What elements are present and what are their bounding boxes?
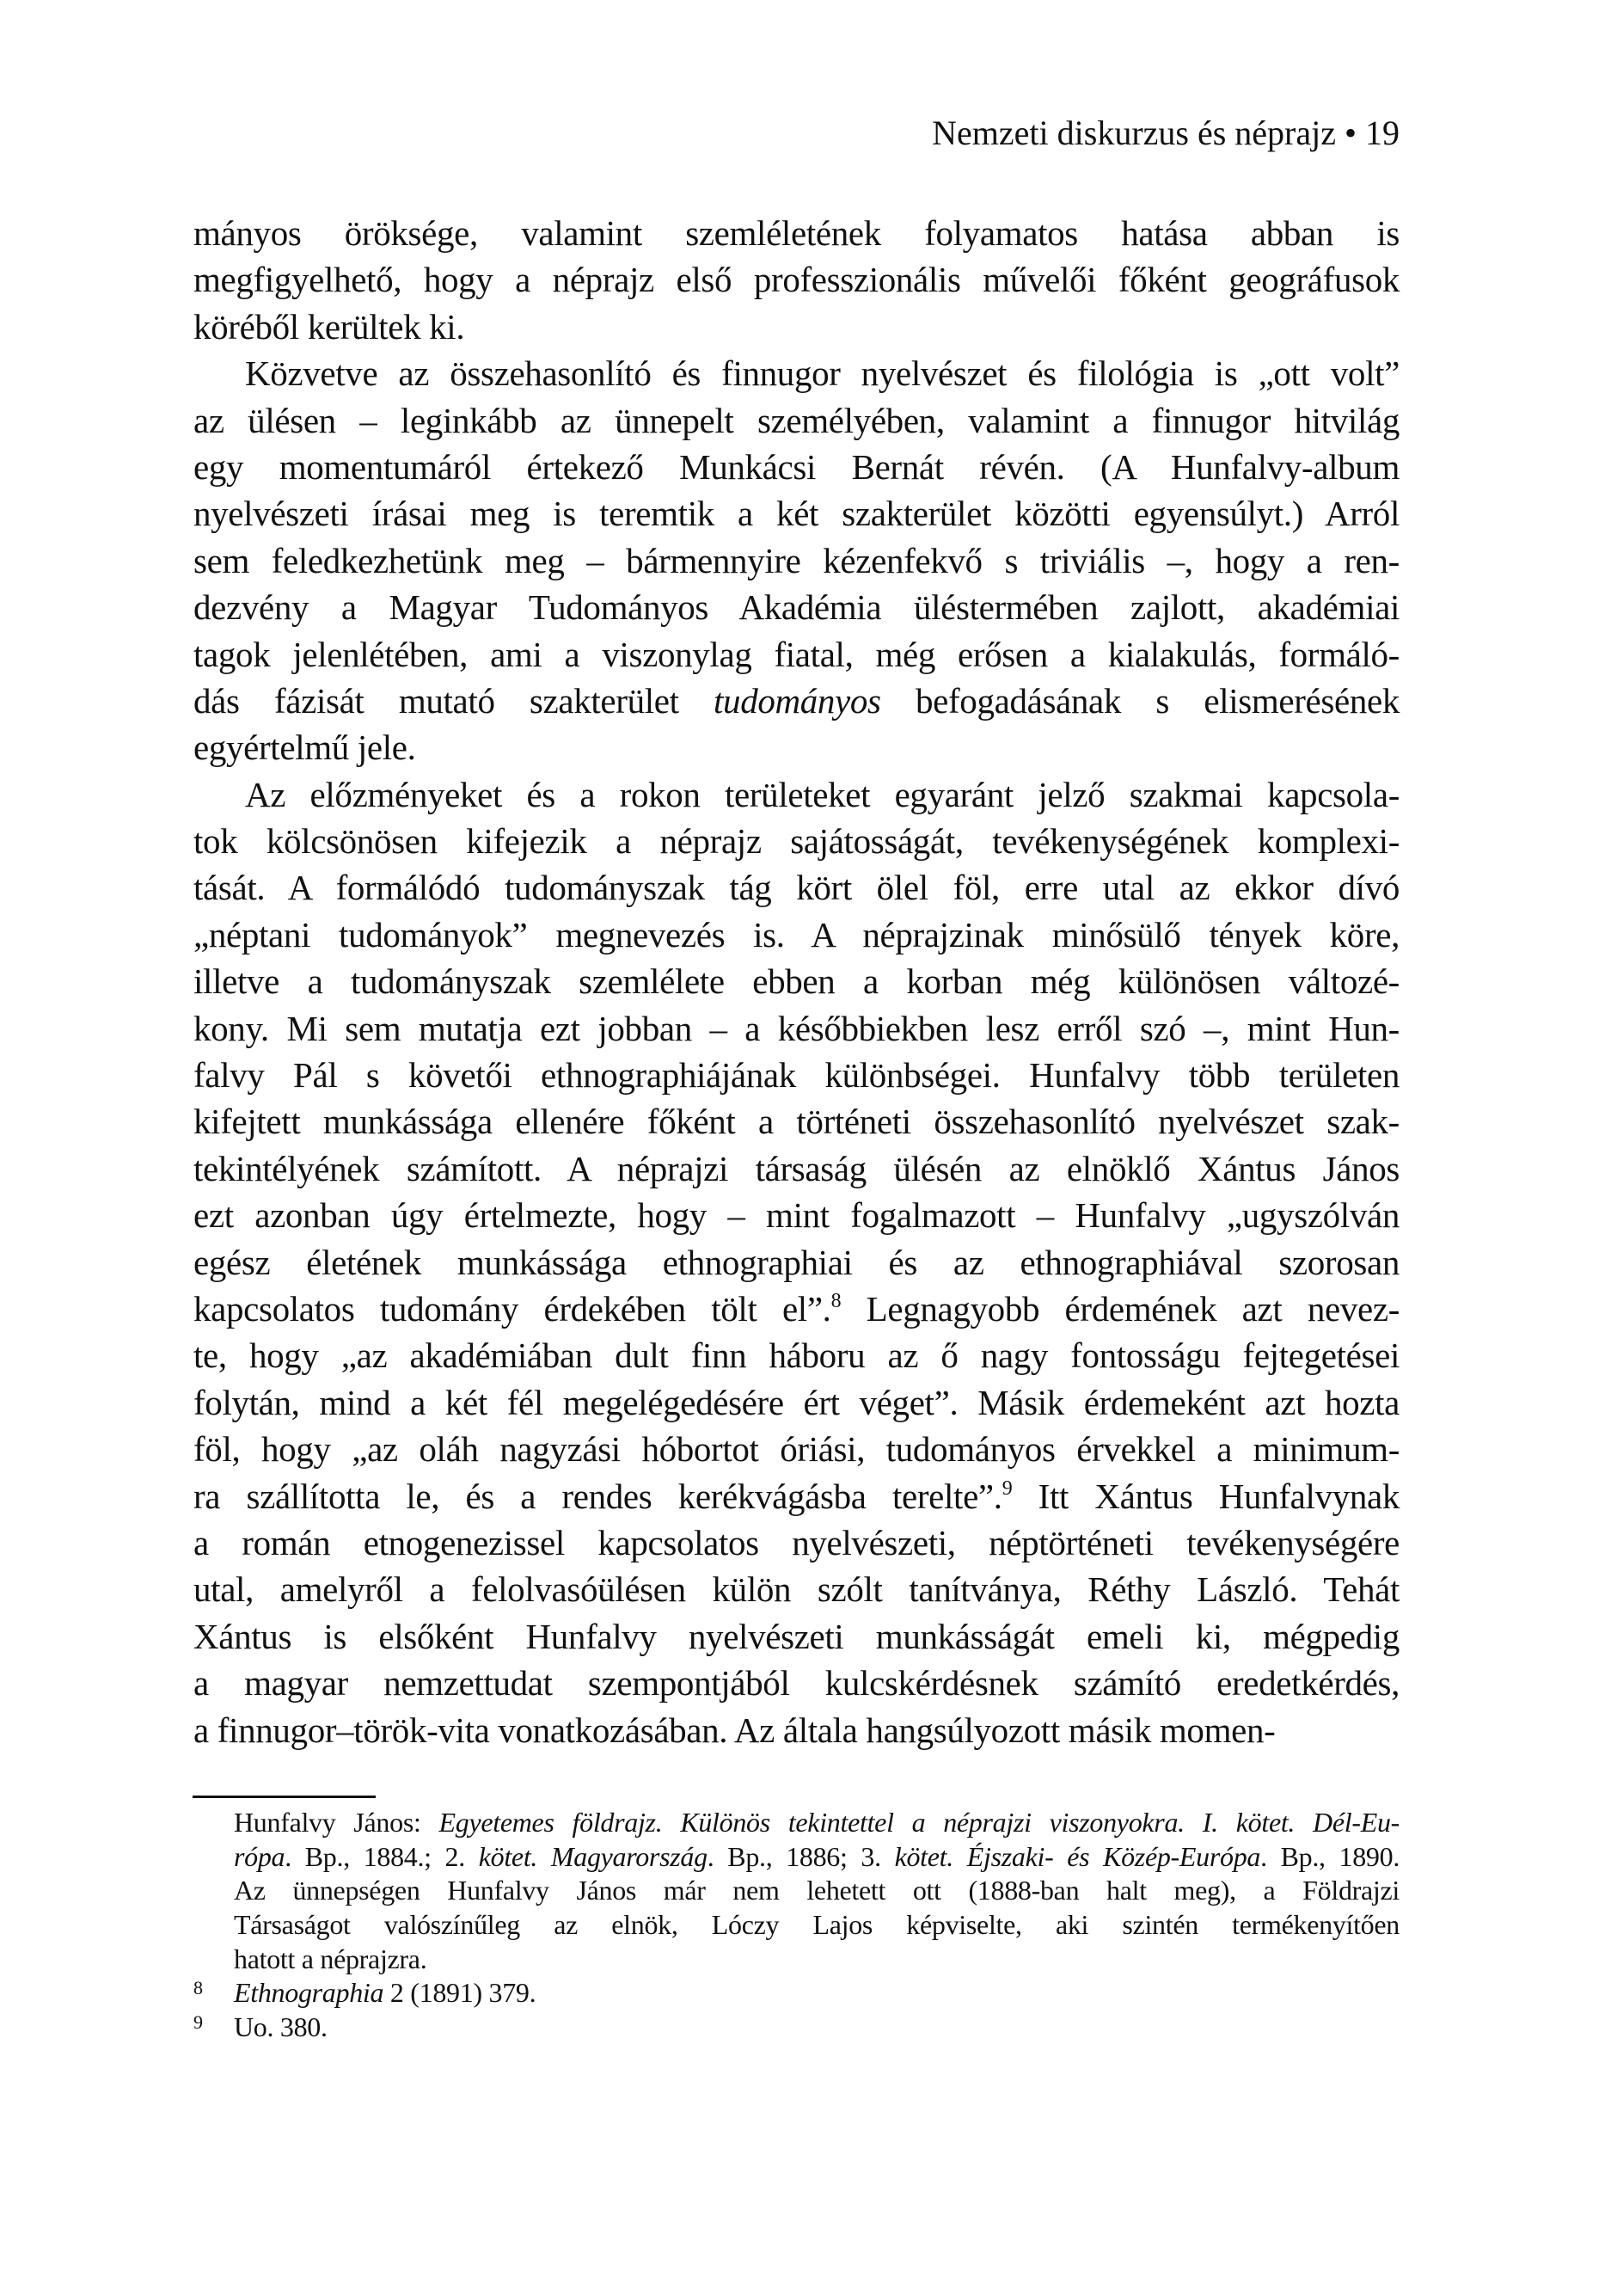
text-line: „néptani tudományok” megnevezés is. A néprajzinak minősülő tények köre,: [193, 914, 1400, 955]
text-line: tását. A formálódó tudományszak tág kört ölel föl, erre utal az ekkor dívó: [193, 868, 1400, 908]
paragraph: [193, 350, 1400, 771]
emphasis: tudományos: [714, 680, 881, 721]
text-line: kapcsolatos tudomány érdekében tölt el”.$^8$ Legnagyobb érdemének azt nevez-: [193, 1288, 1400, 1329]
page-number: 19: [1365, 114, 1400, 152]
text-line: föl, hogy „az oláh nagyzási hóbortot óriási, tudományos érvekkel a minimum-: [193, 1429, 1400, 1470]
text-line: az ülésen – leginkább az ünnepelt személyében, valamint a finnugor hitvilág: [193, 400, 1400, 440]
text-line: tagok jelenlétében, ami a viszonylag fiatal, még erősen a kialakulás, formáló-: [193, 634, 1400, 674]
running-head: [193, 110, 1400, 157]
text-line: Xántus is elsőként Hunfalvy nyelvészeti munkásságát emeli ki, mégpedig: [193, 1616, 1400, 1656]
text-line: kifejtett munkássága ellenére főként a történeti összehasonlító nyelvészet szak-: [193, 1102, 1400, 1142]
footnote-line: Uo. 380.: [234, 2011, 328, 2043]
footnote-reference[interactable]: 9: [1002, 1476, 1013, 1500]
text-line: utal, amelyről a felolvasóülésen külön szólt tanítványa, Réthy László. Tehát: [193, 1569, 1400, 1610]
footnote-number: 9: [193, 2011, 203, 2034]
text-line: dás fázisát mutató szakterület tudományos befogadásának s elismerésének: [193, 680, 1400, 721]
text-line: egész életének munkássága ethnographiai és az ethnographiával szorosan: [193, 1242, 1400, 1282]
text-line: Közvetve az összehasonlító és finnugor nyelvészet és filológia is „ott volt”: [245, 353, 1400, 394]
footnote: [193, 2011, 1400, 2045]
footnote-line: rópa. Bp., 1884.; 2. kötet. Magyarország. Bp., 1886; 3. kötet. Éjszaki- és Közép-Európa. Bp., 1890.: [234, 1840, 1400, 1872]
text-line: folytán, mind a két fél megelégedésére ért véget”. Másik érdemeként azt hozta: [193, 1382, 1400, 1422]
footnote-line: Ethnographia 2 (1891) 379.: [234, 1977, 536, 2009]
footnote-line: hatott a néprajzra.: [234, 1943, 427, 1974]
text-line: a román etnogenezissel kapcsolatos nyelvészeti, néptörténeti tevékenységére: [193, 1522, 1400, 1562]
text-line: köréből kerültek ki.: [193, 306, 465, 347]
text-line: egy momentumáról értekező Munkácsi Bernát révén. (A Hunfalvy-album: [193, 446, 1400, 487]
footnote-separator-rule: [193, 1796, 376, 1798]
text-line: mányos öröksége, valamint szemléletének folyamatos hatása abban is: [193, 213, 1400, 253]
footnote: [193, 1806, 1400, 1976]
running-head-title: Nemzeti diskurzus és néprajz: [932, 114, 1336, 152]
footnote: [193, 1976, 1400, 2011]
text-line: a magyar nemzettudat szempontjából kulcskérdésnek számító eredetkérdés,: [193, 1663, 1400, 1704]
bullet-separator: •: [1344, 114, 1357, 152]
footnotes: [193, 1806, 1400, 2045]
footnote-reference[interactable]: 8: [830, 1289, 842, 1312]
body-text: [193, 210, 1400, 1753]
text-line: egyértelmű jele.: [193, 727, 416, 768]
text-line: Az előzményeket és a rokon területeket egyaránt jelző szakmai kapcsola-: [245, 774, 1400, 814]
text-line: dezvény a Magyar Tudományos Akadémia üléstermében zajlott, akadémiai: [193, 587, 1400, 628]
text-line: kony. Mi sem mutatja ezt jobban – a későbbiekben lesz erről szó –, mint Hun-: [193, 1008, 1400, 1048]
text-line: tekintélyének számított. A néprajzi társaság ülésén az elnöklő Xántus János: [193, 1148, 1400, 1188]
text-line: megfigyelhető, hogy a néprajz első professzionális művelői főként geográfusok: [193, 260, 1400, 300]
text-line: a finnugor–török-vita vonatkozásában. Az általa hangsúlyozott másik momen-: [193, 1710, 1276, 1750]
text-line: illetve a tudományszak szemlélete ebben a korban még különösen változé-: [193, 961, 1400, 1002]
text-line: nyelvészeti írásai meg is teremtik a két szakterület közötti egyensúlyt.) Arról: [193, 494, 1400, 534]
footnote-line: Hunfalvy János: Egyetemes földrajz. Különös tekintettel a néprajzi viszonyokra. I. kötet. Dél-Eu-: [234, 1807, 1400, 1838]
footnote-line: Társaságot valószínűleg az elnök, Lóczy Lajos képviselte, aki szintén termékenyítően: [234, 1909, 1400, 1941]
text-line: ra szállította le, és a rendes kerékvágásba terelte”.$^9$ Itt Xántus Hunfalvynak: [193, 1476, 1400, 1516]
paragraph: [193, 771, 1400, 1753]
text-line: ezt azonban úgy értelmezte, hogy – mint fogalmazott – Hunfalvy „ugyszólván: [193, 1195, 1400, 1236]
text-line: falvy Pál s követői ethnographiájának különbségei. Hunfalvy több területen: [193, 1055, 1400, 1096]
paragraph: [193, 210, 1400, 350]
text-line: te, hogy „az akadémiában dult finn háboru az ő nagy fontosságu fejtegetései: [193, 1335, 1400, 1376]
text-line: sem feledkezhetünk meg – bármennyire kézenfekvő s triviális –, hogy a ren-: [193, 540, 1400, 580]
footnote-line: Az ünnepségen Hunfalvy János már nem lehetett ott (1888-ban halt meg), a Földrajzi: [234, 1875, 1400, 1906]
footnote-number: 8: [193, 1977, 203, 1999]
text-line: tok kölcsönösen kifejezik a néprajz sajátosságát, tevékenységének komplexi-: [193, 821, 1400, 862]
